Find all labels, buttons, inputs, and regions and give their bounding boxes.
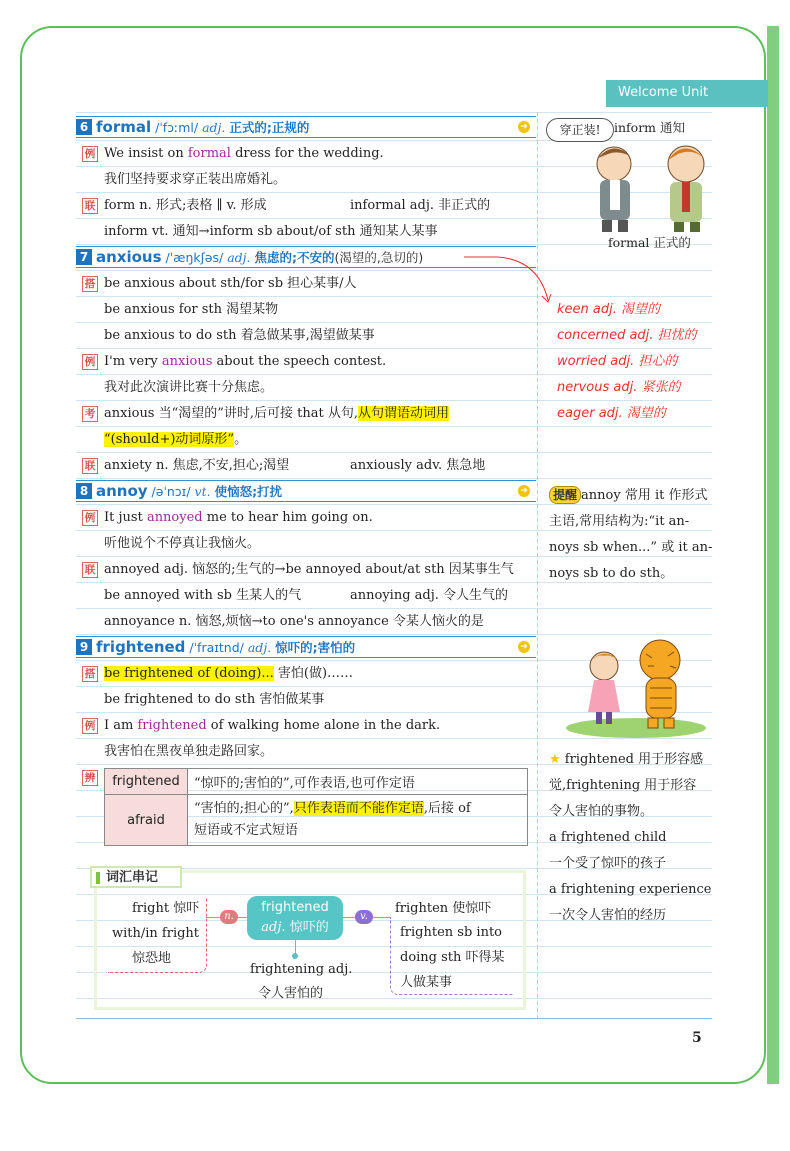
collocation: be anxious for sth 渴望某物 bbox=[104, 302, 279, 317]
related-word: form n. 形式;表格 ∥ v. 形成 bbox=[104, 198, 267, 213]
headword: frightened bbox=[96, 638, 186, 656]
collocation: be frightened to do sth 害怕做某事 bbox=[104, 692, 325, 707]
related-word: anxiety n. 焦虑,不安,担心;渴望 bbox=[104, 458, 290, 473]
tag-distinguish: 辨 bbox=[82, 770, 98, 786]
table-row bbox=[105, 769, 528, 795]
note-line: a frightening experience bbox=[549, 882, 712, 897]
arrow-right-icon: ➜ bbox=[518, 485, 530, 497]
tip-badge: 提醒 bbox=[549, 486, 581, 504]
tag-example: 例 bbox=[82, 718, 98, 734]
tag-collocation: 搭 bbox=[82, 666, 98, 682]
center-pos: adj. bbox=[261, 920, 286, 935]
entry-number: 8 bbox=[76, 483, 92, 499]
distinguish-table bbox=[104, 768, 528, 846]
chain-right-item: doing sth 吓得某 bbox=[400, 950, 505, 965]
chain-right-item: 人做某事 bbox=[400, 975, 453, 990]
arrow-right-icon: ➜ bbox=[518, 641, 530, 653]
headword: annoy bbox=[96, 482, 148, 500]
handwritten-note: nervous adj. 紧张的 bbox=[557, 380, 681, 395]
headword: anxious bbox=[96, 248, 162, 266]
chain-line bbox=[373, 917, 391, 918]
table-word: afraid bbox=[105, 795, 188, 846]
chain-line bbox=[343, 917, 355, 918]
table-desc: “害怕的;担心的”,只作表语而不能作定语,后接 of 短语或不定式短语 bbox=[188, 795, 528, 846]
headword: formal bbox=[96, 118, 152, 136]
cartoon-caption: formal 正式的 bbox=[608, 235, 691, 250]
part-of-speech: vt. bbox=[194, 484, 211, 499]
phonetic: /ˈæŋkʃəs/ bbox=[165, 250, 224, 265]
example-translation: 我害怕在黑夜单独走路回家。 bbox=[104, 744, 274, 759]
example-sentence: I'm very anxious about the speech contest. bbox=[104, 354, 387, 369]
tip-line: noys sb when...” 或 it an- bbox=[549, 540, 713, 555]
gloss: 焦虑的;不安的 bbox=[254, 250, 335, 265]
collocation: be anxious to do sth 着急做某事,渴望做某事 bbox=[104, 328, 375, 343]
center-word-bubble bbox=[247, 896, 343, 940]
boys-illustration bbox=[588, 134, 718, 234]
entry-number: 7 bbox=[76, 249, 92, 265]
related-word: inform vt. 通知→inform sb about/of sth 通知某人某事 bbox=[104, 224, 438, 239]
page-edge-bar bbox=[767, 26, 779, 1084]
example-sentence: We insist on formal dress for the wedding. bbox=[104, 146, 384, 161]
star-icon: ★ bbox=[549, 752, 561, 767]
example-translation: 我对此次演讲比赛十分焦虑。 bbox=[104, 380, 274, 395]
table-desc: “惊吓的;害怕的”,可作表语,也可作定语 bbox=[188, 769, 528, 795]
gloss: 正式的;正规的 bbox=[229, 120, 310, 135]
chain-right-item: frighten 使惊吓 bbox=[395, 901, 492, 916]
entry-number: 9 bbox=[76, 639, 92, 655]
related-word: informal adj. 非正式的 bbox=[350, 198, 491, 213]
note-line: 令人害怕的事物。 bbox=[549, 804, 654, 819]
tag-example: 例 bbox=[82, 510, 98, 526]
handwritten-note: keen adj. 渴望的 bbox=[557, 302, 660, 317]
phonetic: /əˈnɔɪ/ bbox=[151, 484, 191, 499]
related-word: annoying adj. 令人生气的 bbox=[350, 588, 509, 603]
verb-tag: v. bbox=[355, 910, 373, 924]
chain-right-item: frighten sb into bbox=[400, 925, 503, 940]
tip-line: noys sb to do sth。 bbox=[549, 566, 674, 581]
center-word: frightened bbox=[261, 900, 329, 915]
tag-related: 联 bbox=[82, 562, 98, 578]
chain-left-item: with/in fright bbox=[112, 926, 200, 941]
chain-line bbox=[206, 917, 220, 918]
entry-heading-frightened bbox=[76, 636, 536, 658]
unit-tab: Welcome Unit bbox=[606, 80, 768, 106]
note-line: 一个受了惊吓的孩子 bbox=[549, 856, 667, 871]
note-line: ★ frightened 用于形容感 bbox=[549, 752, 704, 767]
chain-left-item: 惊恐地 bbox=[132, 951, 172, 966]
related-word: annoyance n. 恼怒,烦恼→to one's annoyance 令某人恼火的是 bbox=[104, 614, 484, 629]
tag-related: 联 bbox=[82, 458, 98, 474]
tag-example: 例 bbox=[82, 354, 98, 370]
collocation: be frightened of (doing)... 害怕(做)…… bbox=[104, 666, 354, 681]
example-sentence: I am frightened of walking home alone in the dark. bbox=[104, 718, 441, 733]
note-line: 觉,frightening 用于形容 bbox=[549, 778, 697, 793]
example-translation: 我们坚持要求穿正装出席婚礼。 bbox=[104, 172, 287, 187]
exam-note: anxious 当“渴望的”讲时,后可接 that 从句,从句谓语动词用 bbox=[104, 406, 450, 421]
gloss: 惊吓的;害怕的 bbox=[275, 640, 356, 655]
chain-line bbox=[295, 940, 296, 954]
tip-line: 提醒 annoy 常用 it 作形式 bbox=[549, 486, 707, 504]
handwritten-note: worried adj. 担心的 bbox=[557, 354, 678, 369]
unit-tab-underline bbox=[606, 106, 768, 107]
vocab-chain-title: 词汇串记 bbox=[90, 866, 182, 888]
arrow-right-icon: ➜ bbox=[518, 121, 530, 133]
note-line: a frightened child bbox=[549, 830, 667, 845]
part-of-speech: adj. bbox=[202, 120, 226, 135]
gloss: 使恼怒;打扰 bbox=[214, 484, 283, 499]
phonetic: /ˈfɔːml/ bbox=[155, 120, 199, 135]
tag-related: 联 bbox=[82, 198, 98, 214]
girl-tiger-illustration bbox=[566, 632, 706, 738]
entry-heading-annoy bbox=[76, 480, 536, 502]
related-word: be annoyed with sb 生某人的气 bbox=[104, 588, 302, 603]
entry-number: 6 bbox=[76, 119, 92, 135]
entry-heading-formal bbox=[76, 116, 536, 138]
column-divider bbox=[537, 112, 538, 1022]
handwritten-note: concerned adj. 担忧的 bbox=[557, 328, 697, 343]
table-row bbox=[105, 795, 528, 846]
center-gloss: 惊吓的 bbox=[289, 920, 329, 935]
note-line: 一次令人害怕的经历 bbox=[549, 908, 667, 923]
part-of-speech: adj. bbox=[247, 640, 272, 655]
exam-note: “(should+)动词原形”。 bbox=[104, 432, 248, 447]
speech-bubble: 穿正装! bbox=[546, 118, 614, 142]
related-word: annoyed adj. 恼怒的;生气的→be annoyed about/at sth 因某事生气 bbox=[104, 562, 514, 577]
phonetic: /ˈfraɪtnd/ bbox=[189, 640, 244, 655]
tip-line: 主语,常用结构为:“it an- bbox=[549, 514, 690, 529]
part-of-speech: adj. bbox=[227, 250, 251, 265]
collocation: be anxious about sth/for sb 担心某事/人 bbox=[104, 276, 357, 291]
related-word: anxiously adv. 焦急地 bbox=[350, 458, 486, 473]
chain-bottom-item: 令人害怕的 bbox=[258, 986, 324, 1001]
cartoon-caption: inform 通知 bbox=[614, 120, 686, 135]
connector-arrow bbox=[458, 252, 558, 308]
tag-exam: 考 bbox=[82, 406, 98, 422]
noun-tag: n. bbox=[220, 910, 238, 924]
chain-left-item: fright 惊吓 bbox=[132, 901, 200, 916]
tag-collocation: 搭 bbox=[82, 276, 98, 292]
table-word: frightened bbox=[105, 769, 188, 795]
tag-example: 例 bbox=[82, 146, 98, 162]
chain-dot bbox=[292, 953, 298, 959]
gloss-extra: (渴望的,急切的) bbox=[334, 250, 424, 265]
example-translation: 听他说个不停真让我恼火。 bbox=[104, 536, 261, 551]
chain-bottom-item: frightening adj. bbox=[250, 962, 353, 977]
example-sentence: It just annoyed me to hear him going on. bbox=[104, 510, 373, 525]
handwritten-note: eager adj. 渴望的 bbox=[557, 406, 666, 421]
page-number: 5 bbox=[692, 1030, 702, 1046]
